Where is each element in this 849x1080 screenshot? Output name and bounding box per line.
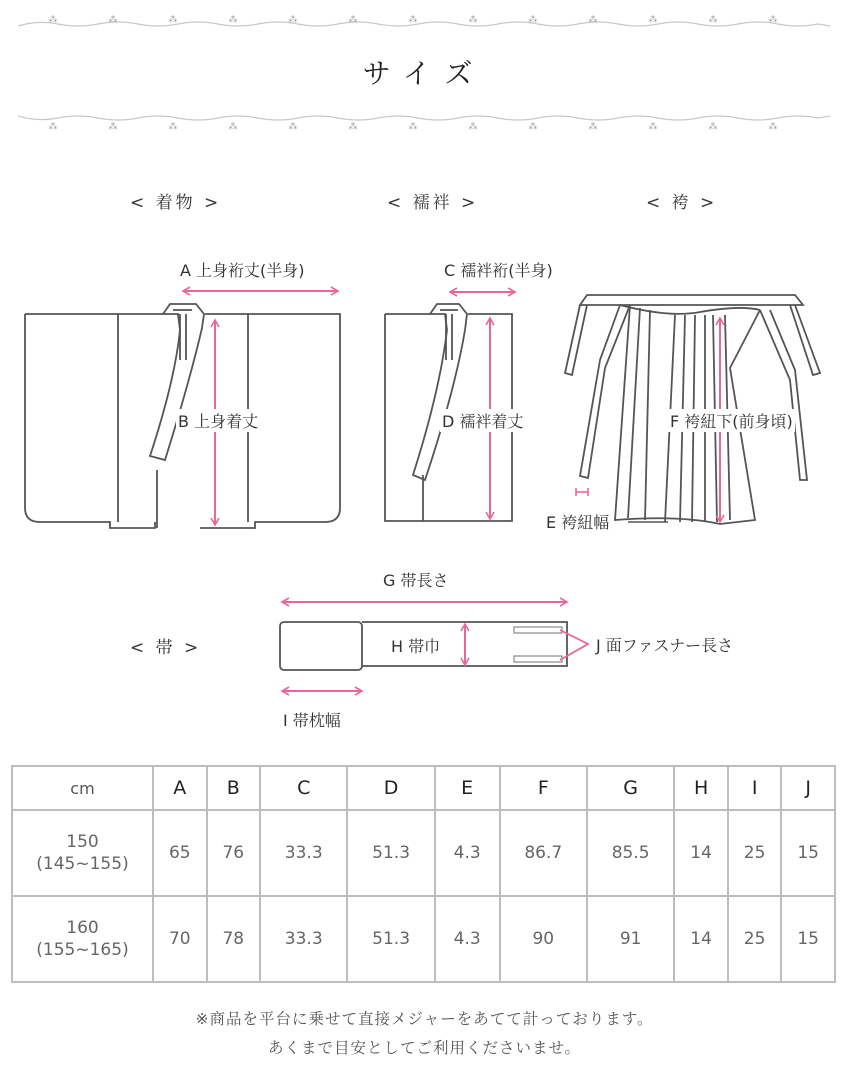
label-G: G 帯長さ xyxy=(383,571,449,590)
table-cell: 33.3 xyxy=(260,810,347,896)
svg-text:⁂: ⁂ xyxy=(708,122,718,130)
table-cell: 90 xyxy=(500,896,587,982)
unit-header: cm xyxy=(12,766,153,810)
svg-text:⁂: ⁂ xyxy=(348,122,358,130)
svg-text:⁂: ⁂ xyxy=(48,122,58,130)
svg-text:⁂: ⁂ xyxy=(168,15,178,25)
column-header: A xyxy=(153,766,207,810)
table-cell: 14 xyxy=(674,810,728,896)
table-cell: 33.3 xyxy=(260,896,347,982)
label-C: C 襦袢裄(半身) xyxy=(444,261,553,280)
table-cell: 78 xyxy=(207,896,261,982)
svg-text:⁂: ⁂ xyxy=(288,122,298,130)
svg-text:⁂: ⁂ xyxy=(108,122,118,130)
label-I: I 帯枕幅 xyxy=(283,711,341,730)
size-value: 150 xyxy=(66,832,99,852)
table-cell: 15 xyxy=(781,896,835,982)
svg-text:⁂: ⁂ xyxy=(528,122,538,130)
svg-text:⁂: ⁂ xyxy=(288,15,298,25)
svg-text:⁂: ⁂ xyxy=(708,15,718,25)
section-label-kimono: < 着物 > xyxy=(130,193,222,213)
size-range: (155~165) xyxy=(36,940,129,960)
table-cell: 4.3 xyxy=(435,896,500,982)
svg-text:⁂: ⁂ xyxy=(768,122,778,130)
section-label-hakama: < 袴 > xyxy=(646,193,718,213)
svg-text:⁂: ⁂ xyxy=(408,122,418,130)
page-title: サイズ xyxy=(362,57,487,90)
note-line: ※商品を平台に乗せて直接メジャーをあてて計っております。 xyxy=(195,1010,654,1028)
label-F: F 袴紐下(前身頃) xyxy=(668,409,795,432)
table-cell: 51.3 xyxy=(347,896,434,982)
column-header: D xyxy=(347,766,434,810)
table-cell: 25 xyxy=(728,896,782,982)
column-header: G xyxy=(587,766,674,810)
note-line: あくまで目安としてご利用くださいませ。 xyxy=(267,1039,582,1057)
size-value: 160 xyxy=(66,918,99,938)
label-J: J 面ファスナー長さ xyxy=(596,636,734,655)
size-range: (145~155) xyxy=(36,854,129,874)
column-header: I xyxy=(728,766,782,810)
label-A: A 上身裄丈(半身) xyxy=(180,261,305,280)
size-table xyxy=(11,765,836,983)
row-size-cell xyxy=(12,810,153,896)
column-header: C xyxy=(260,766,347,810)
column-header: H xyxy=(674,766,728,810)
svg-text:⁂: ⁂ xyxy=(408,15,418,25)
section-label-juban: < 襦袢 > xyxy=(387,193,479,213)
svg-text:⁂: ⁂ xyxy=(648,122,658,130)
table-cell: 85.5 xyxy=(587,810,674,896)
svg-text:⁂: ⁂ xyxy=(468,122,478,130)
table-cell: 65 xyxy=(153,810,207,896)
table-cell: 25 xyxy=(728,810,782,896)
table-cell: 91 xyxy=(587,896,674,982)
svg-text:⁂: ⁂ xyxy=(168,122,178,130)
table-header-row xyxy=(12,766,835,810)
label-E: E 袴紐幅 xyxy=(546,513,610,532)
column-header: J xyxy=(781,766,835,810)
table-row xyxy=(12,810,835,896)
table-cell: 51.3 xyxy=(347,810,434,896)
label-H: H 帯巾 xyxy=(391,637,441,656)
label-D: D 襦袢着丈 xyxy=(440,409,525,432)
svg-text:⁂: ⁂ xyxy=(348,15,358,25)
svg-text:⁂: ⁂ xyxy=(48,15,58,25)
label-B: B 上身着丈 xyxy=(176,409,260,432)
svg-text:⁂: ⁂ xyxy=(588,122,598,130)
row-size-cell xyxy=(12,896,153,982)
svg-text:⁂: ⁂ xyxy=(468,15,478,25)
table-cell: 15 xyxy=(781,810,835,896)
table-cell: 76 xyxy=(207,810,261,896)
column-header: F xyxy=(500,766,587,810)
table-cell: 4.3 xyxy=(435,810,500,896)
table-cell: 70 xyxy=(153,896,207,982)
column-header: E xyxy=(435,766,500,810)
svg-text:⁂: ⁂ xyxy=(588,15,598,25)
svg-text:⁂: ⁂ xyxy=(648,15,658,25)
table-cell: 86.7 xyxy=(500,810,587,896)
svg-text:⁂: ⁂ xyxy=(228,122,238,130)
section-label-obi: < 帯 > xyxy=(130,638,202,658)
svg-text:⁂: ⁂ xyxy=(228,15,238,25)
column-header: B xyxy=(207,766,261,810)
svg-text:⁂: ⁂ xyxy=(108,15,118,25)
measurement-note xyxy=(0,1005,849,1063)
svg-text:⁂: ⁂ xyxy=(528,15,538,25)
svg-text:⁂: ⁂ xyxy=(768,15,778,25)
table-row xyxy=(12,896,835,982)
table-cell: 14 xyxy=(674,896,728,982)
